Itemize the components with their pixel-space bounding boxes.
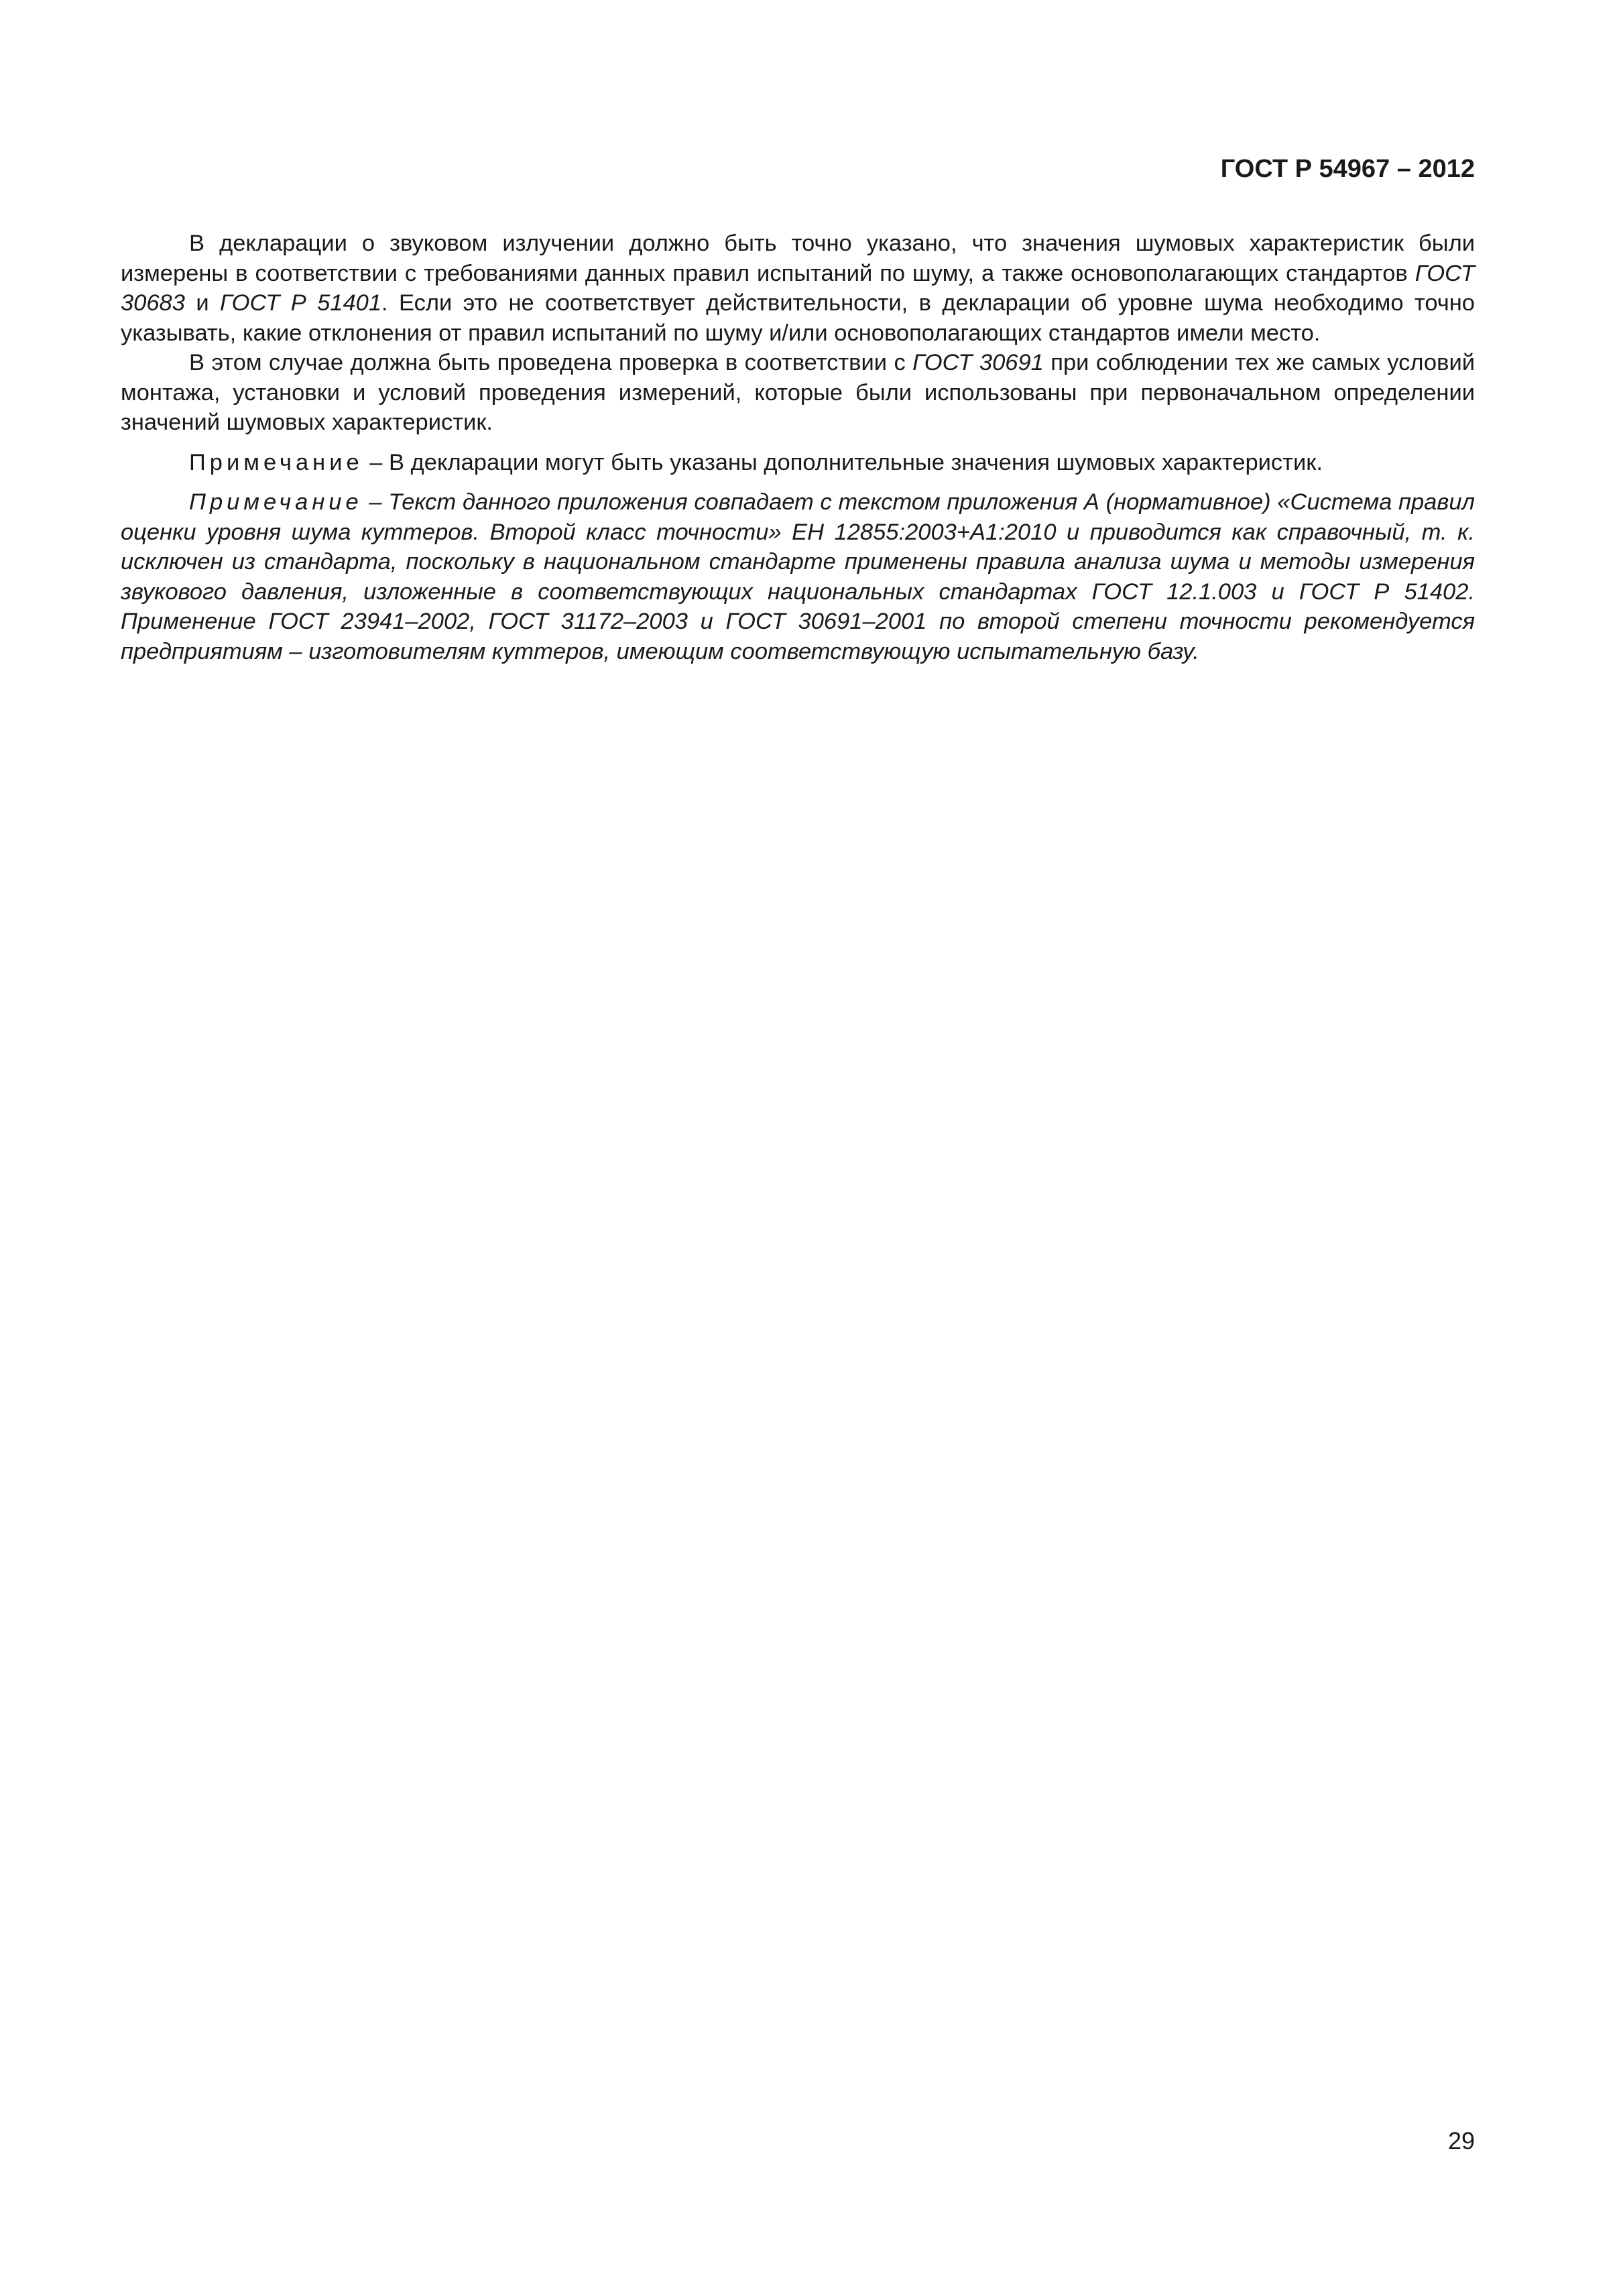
note-additional-values — [121, 448, 1475, 478]
paragraph-declaration — [121, 229, 1475, 348]
standard-reference: ГОСТ 30683 — [121, 260, 1475, 316]
standard-reference: ГОСТ 30691 — [912, 350, 1044, 375]
paragraph-text: при соблюдении тех же самых условий монтажа, установки и условий проведения измерений, которые были использованы при первоначальном определении значений шумовых характеристик. — [121, 350, 1475, 435]
note-text: – В декларации могут быть указаны дополнительные значения шумовых характеристик. — [363, 449, 1323, 475]
standard-header: ГОСТ Р 54967 – 2012 — [1220, 155, 1475, 183]
note-label: Примечание — [189, 449, 363, 475]
page-number: 29 — [1447, 2127, 1475, 2155]
paragraph-verification — [121, 348, 1475, 438]
note-label: Примечание — [189, 489, 363, 515]
paragraph-text: В декларации о звуковом излучении должно быть точно указано, что значения шумовых характеристик были измерены в соответствии с требованиями данных правил испытаний по шуму, а также основополагающих стандартов — [121, 231, 1475, 286]
paragraph-text: и — [184, 290, 220, 316]
paragraph-text: В этом случае должна быть проведена проверка в соответствии с — [189, 350, 913, 375]
standard-reference: ГОСТ Р 51401 — [220, 290, 382, 316]
note-text: – Текст данного приложения совпадает с текстом приложения А (нормативное) «Система правил оценки уровня шума куттеров. Второй класс точности» ЕН 12855:2003+А1:2010 и приводится как справочный, т. к. исключен из стандарта, поскольку в национальном стандарте применены правила анализа шума и методы измерения звукового давления, изложенные в соответствующих национальных стандартах ГОСТ 12.1.003 и ГОСТ Р 51402. Применение ГОСТ 23941–2002, ГОСТ 31172–2003 и ГОСТ 30691–2001 по второй степени точности рекомендуется предприятиям – изготовителям куттеров, имеющим соответствующую испытательную базу. — [121, 489, 1475, 664]
document-body — [121, 229, 1475, 666]
note-appendix-source — [121, 487, 1475, 666]
paragraph-text: . Если это не соответствует действительности, в декларации об уровне шума необходимо точно указывать, какие отклонения от правил испытаний по шуму и/или основополагающих стандартов имели место. — [121, 290, 1475, 346]
